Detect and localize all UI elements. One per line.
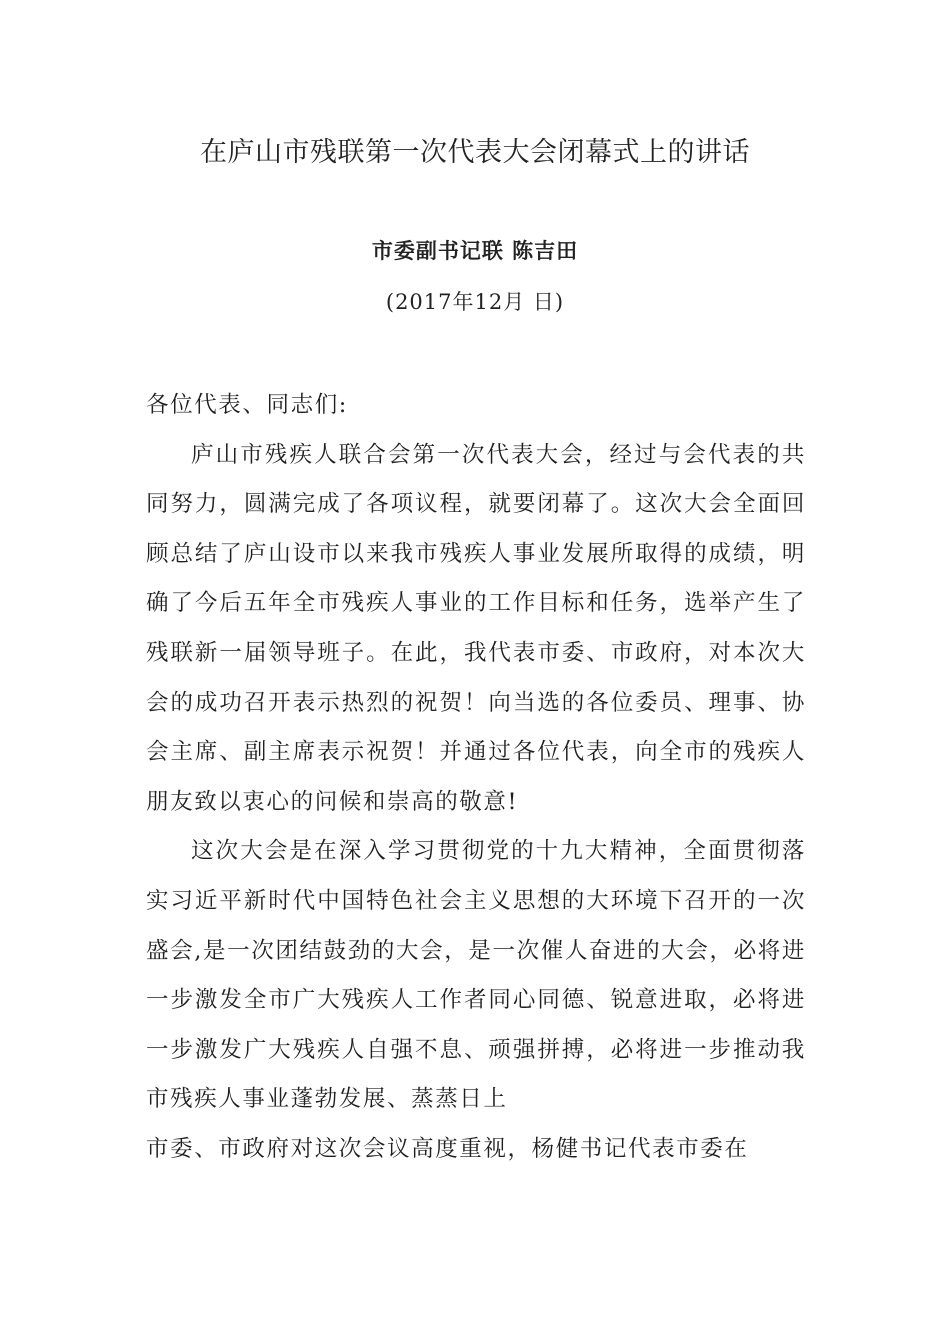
speech-body [146, 381, 806, 1175]
speech-date: (2017年12月 日) [385, 290, 565, 314]
speaker-line: 市委副书记联 陈吉田 [371, 238, 579, 263]
paragraph-3-start: 市委、市政府对这次会议高度重视，杨健书记代表市委在 [146, 1135, 749, 1162]
paragraph-1: 庐山市残疾人联合会第一次代表大会，经过与会代表的共同努力，圆满完成了各项议程，就要闭幕了。这次大会全面回顾总结了庐山设市以来我市残疾人事业发展所取得的成绩，明确了今后五年全市残疾人事业的工作目标和任务，选举产生了残联新一届领导班子。在此，我代表市委、市政府，对本次大会的成功召开表示热烈的祝贺！向当选的各位委员、理事、协会主席、副主席表示祝贺！并通过各位代表，向全市的残疾人朋友致以衷心的问候和崇高的敬意! [146, 441, 806, 815]
document-title: 在庐山市残联第一次代表大会闭幕式上的讲话 [200, 137, 750, 168]
paragraph-2: 这次大会是在深入学习贯彻党的十九大精神，全面贯彻落实习近平新时代中国特色社会主义思想的大环境下召开的一次盛会,是一次团结鼓劲的大会，是一次催人奋进的大会，必将进一步激发全市广大残疾人工作者同心同德、锐意进取，必将进一步激发广大残疾人自强不息、顽强拼搏，必将进一步推动我市残疾人事业蓬勃发展、蒸蒸日上 [146, 838, 806, 1113]
salutation: 各位代表、同志们: [146, 392, 348, 418]
